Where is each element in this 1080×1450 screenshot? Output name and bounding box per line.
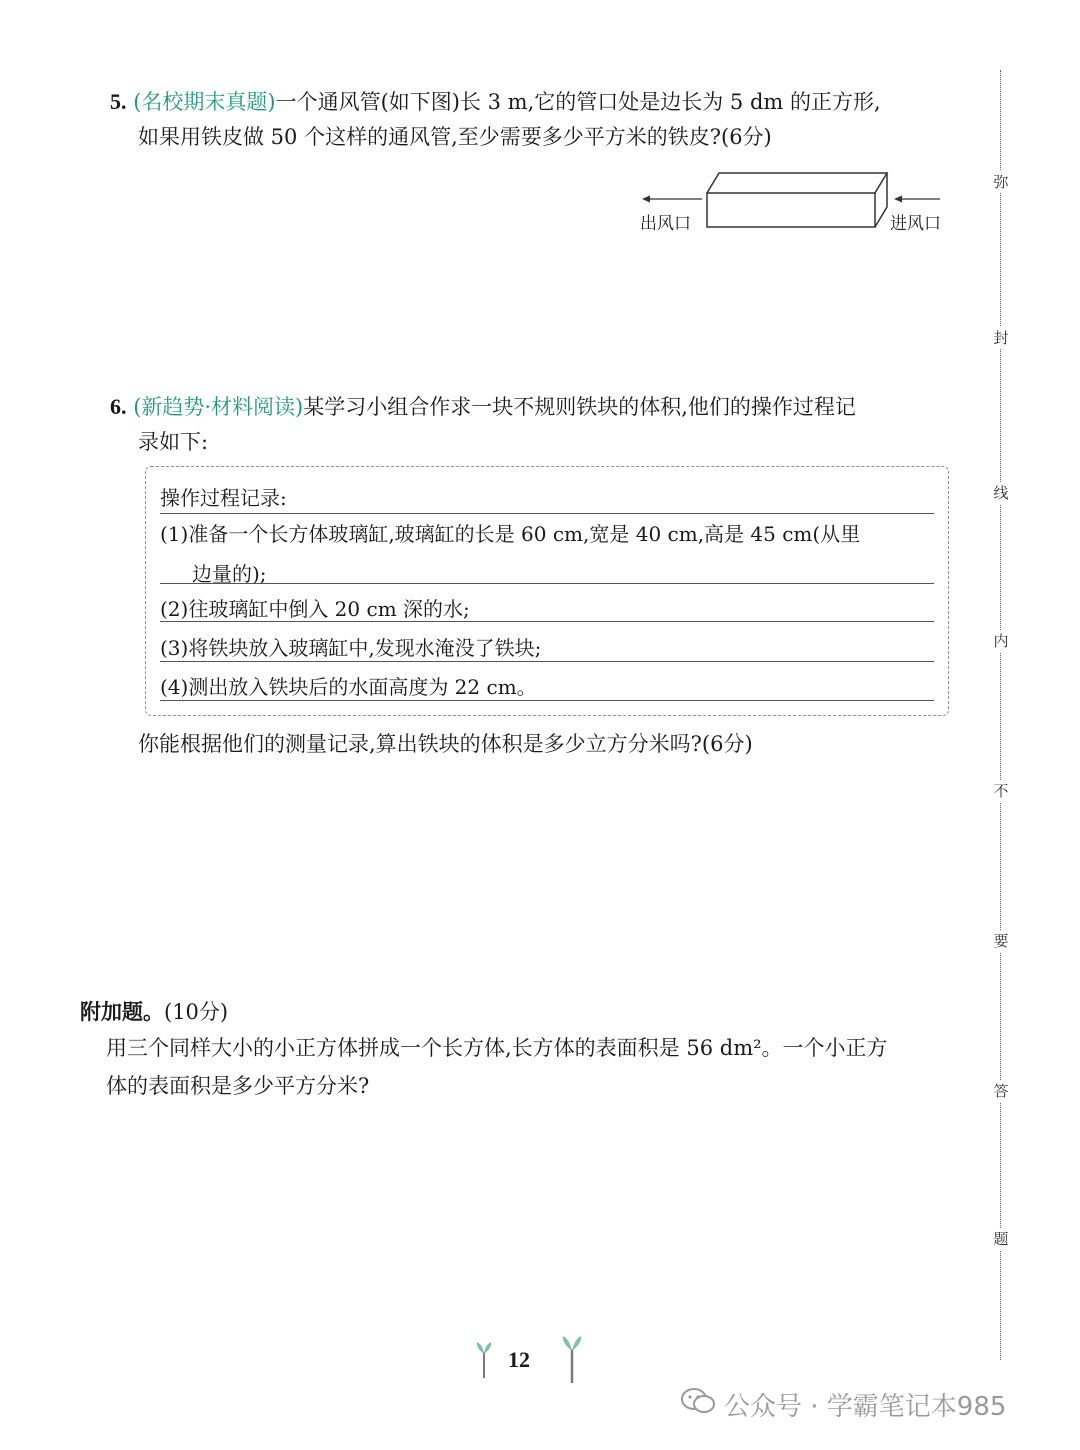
duct-front-face [707, 193, 875, 227]
q6-number: 6. [110, 394, 127, 419]
q6-line2: 录如下: [138, 430, 209, 454]
page-number: 12 [508, 1347, 530, 1372]
inlet-arrowhead [894, 196, 902, 203]
record-step3: (3)将铁块放入玻璃缸中,发现水淹没了铁块; [160, 636, 542, 660]
seal-char: 弥 [990, 171, 1012, 193]
operation-record-box [145, 466, 949, 716]
bonus-title: 附加题。 [80, 999, 164, 1024]
watermark: 公众号 · 学霸笔记本985 [724, 1392, 1007, 1422]
q5-text1: 一个通风管(如下图)长 3 m,它的管口处是边长为 5 dm 的正方形, [275, 90, 881, 114]
seal-char: 不 [990, 780, 1012, 802]
sprout-right-icon [560, 1335, 584, 1385]
q5-line1 [110, 86, 881, 118]
bonus-line1: 用三个同样大小的小正方体拼成一个长方体,长方体的表面积是 56 dm²。一个小正方 [106, 1036, 888, 1060]
bonus-line2: 体的表面积是多少平方分米? [106, 1074, 370, 1098]
outlet-arrowhead [642, 196, 650, 203]
q6-question: 你能根据他们的测量记录,算出铁块的体积是多少立方分米吗?(6分) [138, 732, 753, 756]
q6-line1 [110, 391, 856, 423]
q6-tag: (新趋势·材料阅读) [133, 395, 304, 419]
record-rule [160, 513, 934, 514]
seal-char: 线 [990, 482, 1012, 504]
sealed-line-margin [990, 70, 1012, 1360]
wechat-icon [680, 1386, 718, 1416]
q6-text1: 某学习小组合作求一块不规则铁块的体积,他们的操作过程记 [303, 395, 856, 419]
record-step4: (4)测出放入铁块后的水面高度为 22 cm。 [160, 675, 537, 699]
record-step1-b: 边量的); [192, 562, 267, 586]
record-rule [160, 621, 934, 622]
sprout-left-icon [474, 1340, 494, 1380]
seal-char: 封 [990, 327, 1012, 349]
record-title: 操作过程记录: [160, 486, 287, 510]
outlet-label: 出风口 [640, 214, 691, 234]
duct-side-face [875, 173, 887, 227]
sealed-dotted-line [1000, 70, 1001, 1360]
record-rule [160, 661, 934, 662]
record-rule [160, 700, 934, 701]
record-rule [160, 583, 934, 584]
ventilation-duct-diagram [630, 165, 960, 240]
inlet-label: 进风口 [890, 214, 941, 234]
bonus-heading [80, 996, 228, 1028]
duct-top-face [707, 173, 887, 193]
seal-char: 内 [990, 630, 1012, 652]
record-step2: (2)往玻璃缸中倒入 20 cm 深的水; [160, 597, 470, 621]
q5-tag: (名校期末真题) [133, 90, 276, 114]
seal-char: 题 [990, 1228, 1012, 1250]
seal-char: 要 [990, 930, 1012, 952]
q5-number: 5. [110, 89, 127, 114]
record-step1-a: (1)准备一个长方体玻璃缸,玻璃缸的长是 60 cm,宽是 40 cm,高是 45 cm(从里 [160, 522, 861, 546]
bonus-points: (10分) [164, 1000, 229, 1024]
q5-line2: 如果用铁皮做 50 个这样的通风管,至少需要多少平方米的铁皮?(6分) [138, 125, 772, 149]
seal-char: 答 [990, 1080, 1012, 1102]
